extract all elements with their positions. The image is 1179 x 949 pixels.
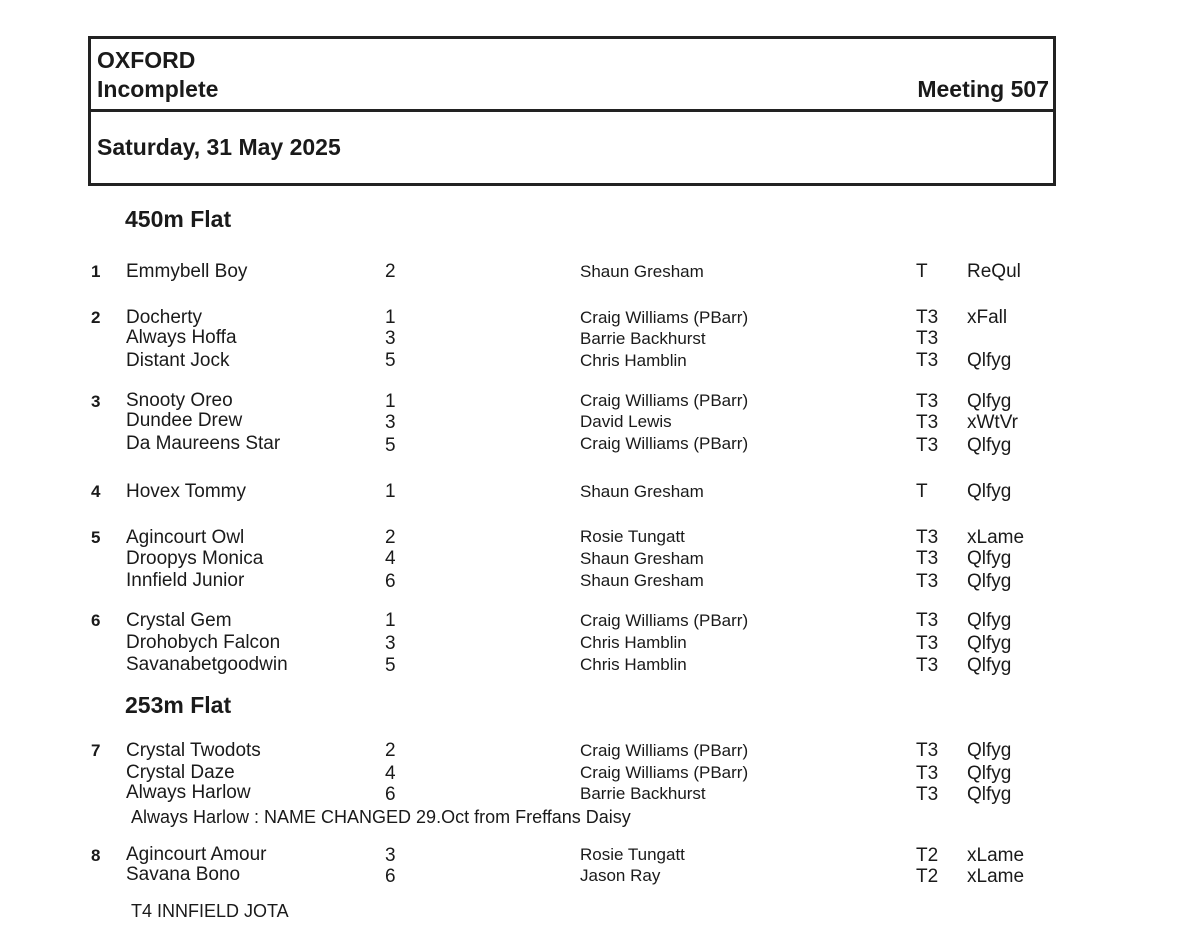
trap-number: 1 (385, 391, 396, 412)
trainer-name: Craig Williams (PBarr) (580, 308, 749, 327)
race-number: 5 (91, 528, 101, 547)
grade: T3 (916, 307, 939, 328)
section-title: 253m Flat (125, 692, 232, 718)
trainer-name: Jason Ray (580, 866, 661, 885)
comment: Qlfyg (967, 740, 1012, 761)
trainer-name: David Lewis (580, 412, 672, 431)
dog-name: Crystal Gem (126, 610, 232, 631)
trap-number: 4 (385, 763, 396, 784)
grade: T3 (916, 633, 939, 654)
dog-name: Always Harlow (126, 782, 251, 803)
trainer-name: Craig Williams (PBarr) (580, 611, 749, 630)
grade: T2 (916, 845, 939, 866)
comment: xFall (967, 307, 1008, 328)
trainer-name: Chris Hamblin (580, 633, 687, 652)
comment: Qlfyg (967, 548, 1012, 569)
dog-name: Savanabetgoodwin (126, 654, 288, 675)
dog-name: Crystal Twodots (126, 740, 261, 761)
dog-name: Docherty (126, 307, 203, 328)
dog-name: Hovex Tommy (126, 481, 247, 502)
trap-number: 3 (385, 412, 396, 433)
grade: T3 (916, 328, 939, 349)
trap-number: 2 (385, 261, 396, 282)
trainer-name: Craig Williams (PBarr) (580, 434, 749, 453)
dog-name: Agincourt Amour (126, 844, 267, 865)
comment: Qlfyg (967, 763, 1012, 784)
grade: T3 (916, 784, 939, 805)
trap-number: 5 (385, 655, 396, 676)
comment: xLame (967, 866, 1025, 887)
trap-number: 3 (385, 845, 396, 866)
dog-name: Distant Jock (126, 350, 230, 371)
race-note: Always Harlow : NAME CHANGED 29.Oct from Freffans Daisy (131, 807, 631, 827)
header-top (91, 39, 1053, 112)
dog-name: Drohobych Falcon (126, 632, 281, 653)
dog-name: Droopys Monica (126, 548, 264, 569)
trap-number: 3 (385, 633, 396, 654)
meeting-date: Saturday, 31 May 2025 (97, 134, 341, 160)
comment: Qlfyg (967, 633, 1012, 654)
dog-name: Agincourt Owl (126, 527, 245, 548)
dog-name: Savana Bono (126, 864, 241, 885)
dog-name: Crystal Daze (126, 762, 235, 783)
grade: T3 (916, 740, 939, 761)
venue-name: OXFORD (97, 47, 196, 73)
grade: T (916, 261, 928, 282)
trainer-name: Shaun Gresham (580, 571, 704, 590)
trainer-name: Craig Williams (PBarr) (580, 391, 749, 410)
comment: Qlfyg (967, 435, 1012, 456)
grade: T3 (916, 763, 939, 784)
grade: T3 (916, 610, 939, 631)
grade: T3 (916, 571, 939, 592)
race-number: 1 (91, 262, 101, 281)
meeting-header (88, 36, 1056, 186)
trainer-name: Chris Hamblin (580, 655, 687, 674)
race-number: 4 (91, 482, 101, 501)
race-number: 2 (91, 308, 101, 327)
comment: ReQul (967, 261, 1021, 282)
race-number: 8 (91, 846, 101, 865)
trap-number: 5 (385, 350, 396, 371)
trap-number: 1 (385, 307, 396, 328)
dog-name: Innfield Junior (126, 570, 245, 591)
grade: T3 (916, 391, 939, 412)
trainer-name: Craig Williams (PBarr) (580, 763, 749, 782)
trainer-name: Barrie Backhurst (580, 329, 706, 348)
comment: Qlfyg (967, 391, 1012, 412)
trainer-name: Shaun Gresham (580, 262, 704, 281)
grade: T3 (916, 655, 939, 676)
comment: xLame (967, 527, 1025, 548)
comment: Qlfyg (967, 571, 1012, 592)
comment: Qlfyg (967, 655, 1012, 676)
trainer-name: Shaun Gresham (580, 549, 704, 568)
trap-number: 2 (385, 740, 396, 761)
meeting-number: Meeting 507 (917, 76, 1049, 102)
trap-number: 4 (385, 548, 396, 569)
trap-number: 6 (385, 866, 396, 887)
grade: T2 (916, 866, 939, 887)
trap-number: 1 (385, 610, 396, 631)
trainer-name: Chris Hamblin (580, 351, 687, 370)
dog-name: Dundee Drew (126, 410, 243, 431)
trainer-name: Shaun Gresham (580, 482, 704, 501)
grade: T3 (916, 527, 939, 548)
comment: xWtVr (967, 412, 1019, 433)
grade: T3 (916, 548, 939, 569)
comment: Qlfyg (967, 350, 1012, 371)
meeting-status: Incomplete (97, 76, 219, 102)
dog-name: Da Maureens Star (126, 433, 281, 454)
race-number: 7 (91, 741, 101, 760)
race-number: 3 (91, 392, 101, 411)
dog-name: Emmybell Boy (126, 261, 248, 282)
race-number: 6 (91, 611, 101, 630)
comment: xLame (967, 845, 1025, 866)
grade: T (916, 481, 928, 502)
grade: T3 (916, 412, 939, 433)
grade: T3 (916, 350, 939, 371)
trap-number: 2 (385, 527, 396, 548)
comment: Qlfyg (967, 610, 1012, 631)
grade: T3 (916, 435, 939, 456)
trainer-name: Rosie Tungatt (580, 845, 685, 864)
trainer-name: Craig Williams (PBarr) (580, 741, 749, 760)
trap-number: 1 (385, 481, 396, 502)
comment: Qlfyg (967, 784, 1012, 805)
comment: Qlfyg (967, 481, 1012, 502)
dog-name: Snooty Oreo (126, 390, 233, 411)
dog-name: Always Hoffa (126, 327, 237, 348)
trap-number: 6 (385, 784, 396, 805)
section-title: 450m Flat (125, 206, 232, 232)
trainer-name: Rosie Tungatt (580, 527, 685, 546)
trap-number: 3 (385, 328, 396, 349)
trap-number: 6 (385, 571, 396, 592)
trap-number: 5 (385, 435, 396, 456)
trainer-name: Barrie Backhurst (580, 784, 706, 803)
footer-note: T4 INNFIELD JOTA (131, 901, 289, 921)
